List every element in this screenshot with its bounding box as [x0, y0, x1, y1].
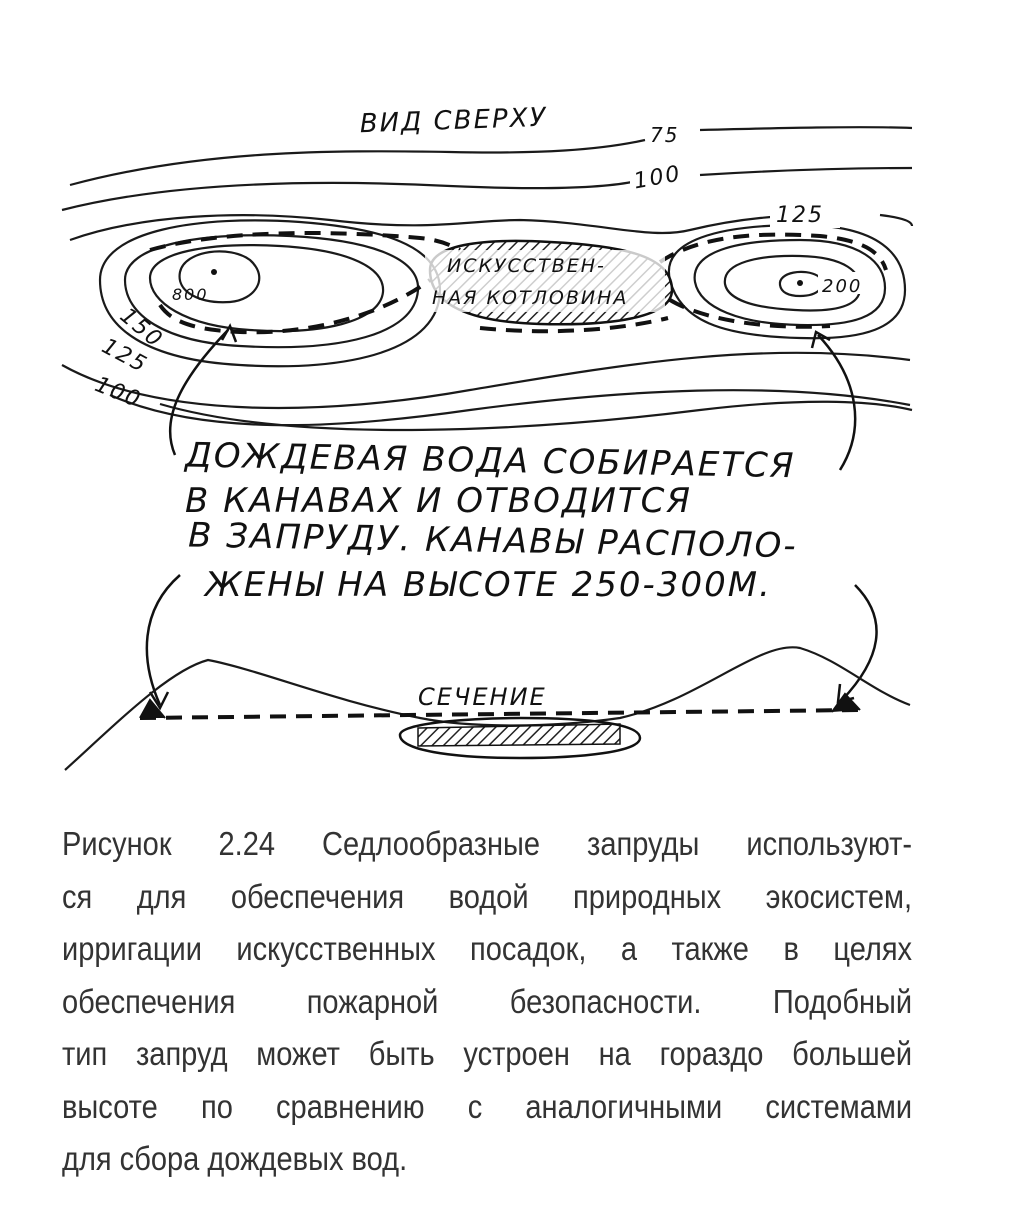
contour-label-125-right: 125 [776, 203, 824, 228]
section-label: СЕЧЕНИЕ [418, 683, 547, 711]
caption-line-6: высоте по сравнению с аналогичными системами [62, 1087, 913, 1125]
caption-line-5: тип запруд может быть устроен на гораздо большей [62, 1035, 913, 1072]
right-hill-contours [669, 225, 905, 338]
caption-line-2: ся для обеспечения водой природных экосистем, [62, 877, 913, 915]
contour-label-75: 75 [650, 123, 680, 147]
peak-label-right: 200 [822, 276, 863, 297]
contour-label-100-left: 100 [91, 372, 146, 414]
contour-label-100-top: 100 [631, 161, 684, 195]
note-line-4: ЖЕНЫ НА ВЫСОТЕ 250-300М. [205, 565, 772, 605]
basin-label-line2: НАЯ КОТЛОВИНА [432, 287, 629, 309]
cross-section [65, 647, 910, 770]
basin-label-line1: ИСКУССТВЕН- [447, 255, 606, 277]
peak-label-left: 800 [172, 285, 209, 304]
caption-line-3: ирригации искусственных посадок, а также в целях [62, 930, 913, 967]
caption-line-4: обеспечения пожарной безопасности. Подобный [62, 982, 913, 1020]
figure-caption [62, 818, 912, 1186]
rainwater-note [183, 435, 798, 605]
top-view-label: ВИД СВЕРХУ [359, 102, 548, 140]
contour-label-150-left: 150 [114, 303, 168, 354]
note-line-1: ДОЖДЕВАЯ ВОДА СОБИРАЕТСЯ [184, 435, 796, 487]
artificial-basin [425, 241, 672, 324]
caption-line-1: Рисунок 2.24 Седлообразные запруды используют- [62, 825, 913, 862]
note-line-2: В КАНАВАХ И ОТВОДИТСЯ [185, 481, 693, 521]
note-line-3: В ЗАПРУДУ. КАНАВЫ РАСПОЛО- [187, 515, 798, 567]
caption-line-7: для сбора дождевых вод. [62, 1140, 408, 1177]
contour-label-125-left: 125 [97, 333, 152, 379]
